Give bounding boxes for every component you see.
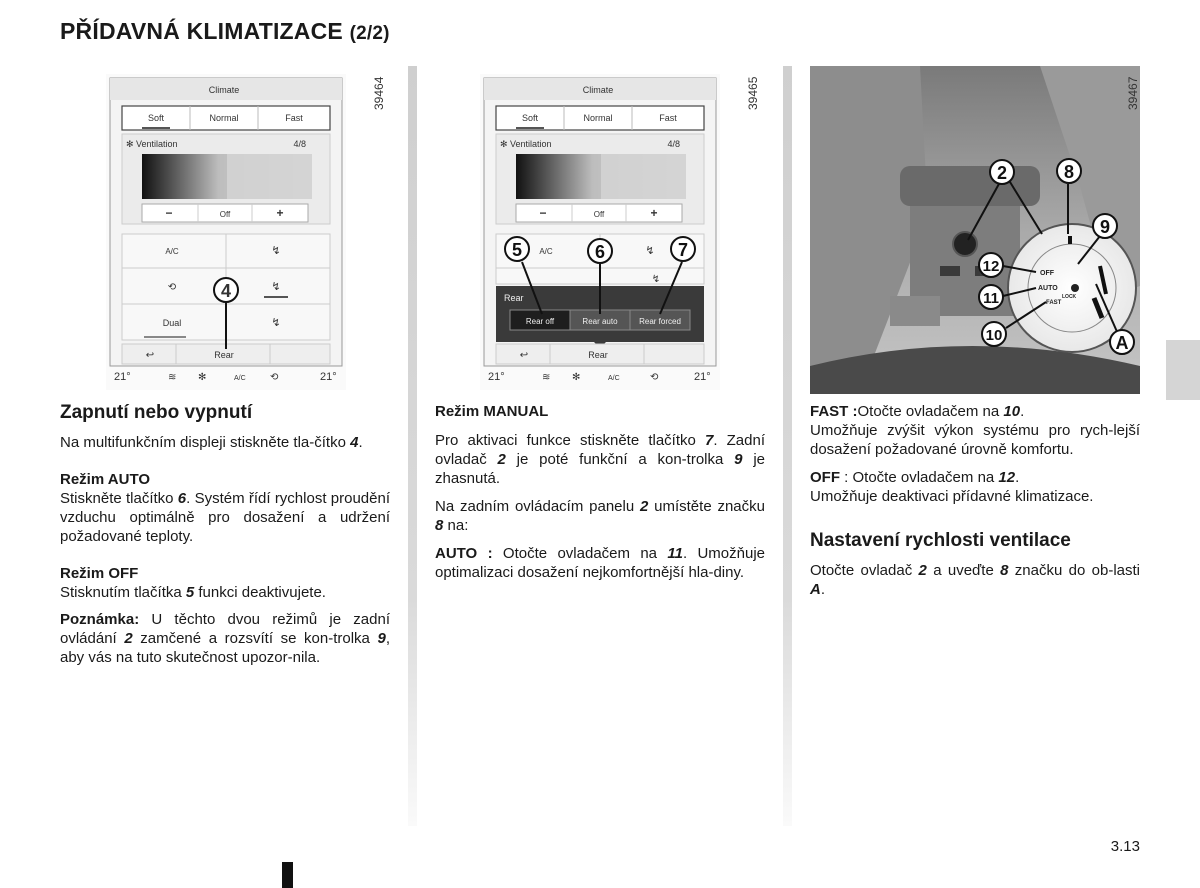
mode-fast[interactable]: Fast <box>659 113 677 123</box>
callout-7: 7 <box>677 240 689 260</box>
dial-lock-label: LOCK <box>1062 294 1077 300</box>
callout-8: 8 <box>1063 162 1075 182</box>
callout-9: 9 <box>1099 217 1111 237</box>
airflow-face-icon[interactable]: ↯ <box>271 245 281 257</box>
back-icon[interactable]: ↩ <box>519 350 529 361</box>
fan-icon: ✻ <box>126 139 134 149</box>
figure-number-2: 39465 <box>746 76 760 110</box>
rear-button[interactable]: Rear <box>214 350 234 360</box>
airflow-mixed-icon[interactable]: ↯ <box>271 317 281 329</box>
rear-forced-button[interactable]: Rear forced <box>639 317 681 326</box>
dial-fast-label: FAST <box>1046 300 1062 306</box>
callout-2: 2 <box>996 163 1008 183</box>
para-auto-setting: AUTO : Otočte ovladačem na 11. Umožňuje optimalizaci dosažení nejkomfortnější hla-diny. <box>435 545 765 581</box>
callout-12: 12 <box>982 258 1000 275</box>
callout-5: 5 <box>511 240 523 260</box>
temp-left: 21° <box>114 371 131 383</box>
column-divider-2 <box>783 66 792 826</box>
ac-status: A/C <box>608 375 620 382</box>
callout-11: 11 <box>983 290 999 307</box>
mode-soft[interactable]: Soft <box>147 113 165 123</box>
callout-10: 10 <box>985 327 1003 344</box>
recirc-status-icon: ⟲ <box>650 372 659 383</box>
mode-normal[interactable]: Normal <box>209 113 239 123</box>
ac-button[interactable]: A/C <box>539 247 553 256</box>
rear-off-button[interactable]: Rear off <box>525 317 555 326</box>
figure-climate-screen-1 <box>106 74 346 390</box>
column-1 <box>60 402 390 667</box>
screen-title: Climate <box>208 85 240 95</box>
page-title <box>60 18 390 45</box>
figure-number-3: 39467 <box>1126 76 1140 110</box>
airflow-face-icon[interactable]: ↯ <box>645 245 655 257</box>
title-sub: (2/2) <box>349 23 390 44</box>
para-note: Poznámka: U těchto dvou režimů je zadní ovládání 2 zamčené a rozsvítí se kon-trolka 9, aby vás na tuto skutečnost upozor-nila. <box>60 611 390 666</box>
seat-heat-icon: ≋ <box>542 372 551 383</box>
crop-mark <box>282 862 293 888</box>
para-rear-panel: Na zadním ovládacím panelu 2 umístěte značku 8 na: <box>435 498 765 534</box>
temp-right: 21° <box>320 371 337 383</box>
seat-heat-icon: ≋ <box>168 372 177 383</box>
figure-rear-control-photo <box>810 66 1140 394</box>
column-2 <box>435 402 765 582</box>
mode-fast[interactable]: Fast <box>285 113 303 123</box>
rear-popup-title: Rear <box>504 293 524 303</box>
ventilation-label: Ventilation <box>136 139 178 149</box>
ventilation-label: Ventilation <box>510 139 552 149</box>
recirc-status-icon: ⟲ <box>270 372 279 383</box>
fan-status-icon: ✻ <box>572 372 581 383</box>
para-ventilation: Otočte ovladač 2 a uveďte 8 značku do ob-lasti A. <box>810 562 1140 598</box>
minus-button[interactable]: − <box>539 206 547 220</box>
airflow-feet-icon[interactable]: ↯ <box>651 274 661 285</box>
recirculation-icon[interactable]: ⟲ <box>167 282 177 293</box>
callout-6: 6 <box>594 242 606 262</box>
screen-title: Climate <box>582 85 614 95</box>
column-divider-1 <box>408 66 417 826</box>
minus-button[interactable]: − <box>165 206 173 220</box>
ventilation-value: 4/8 <box>293 139 306 149</box>
para-off-setting: OFF : Otočte ovladačem na 12. Umožňuje deaktivaci přídavné klimatizace. <box>810 469 1094 505</box>
ac-status: A/C <box>234 375 246 382</box>
fan-status-icon: ✻ <box>198 372 207 383</box>
back-icon[interactable]: ↩ <box>145 350 155 361</box>
temp-left: 21° <box>488 371 505 383</box>
heading-auto-mode: Režim AUTO <box>60 471 151 488</box>
plus-button[interactable]: + <box>276 206 284 220</box>
section-heading-on-off: Zapnutí nebo vypnutí <box>60 402 253 423</box>
para-auto-mode: Stiskněte tlačítko 6. Systém řídí rychlost proudění vzduchu optimálně pro dosažení a udržení požadované teploty. <box>60 490 390 545</box>
rear-button[interactable]: Rear <box>588 350 608 360</box>
chapter-side-tab <box>1166 340 1200 400</box>
dial-auto-label: AUTO <box>1038 285 1058 292</box>
para-fast-setting: FAST :Otočte ovladačem na 10. Umožňuje zvýšit výkon systému pro rych-lejší dosažení požadované úrovně komfortu. <box>810 403 1140 458</box>
heading-off-mode: Režim OFF <box>60 565 139 582</box>
para-manual-mode: Pro aktivaci funkce stiskněte tlačítko 7. Zadní ovladač 2 je poté funkční a kon-trolka 9 je zhasnutá. <box>435 432 766 487</box>
mode-normal[interactable]: Normal <box>583 113 613 123</box>
para-on-off: Na multifunkčním displeji stiskněte tla-čítko 4. <box>60 434 363 451</box>
para-off-mode: Stisknutím tlačítka 5 funkci deaktivujete. <box>60 584 326 601</box>
temp-right: 21° <box>694 371 711 383</box>
off-button[interactable]: Off <box>593 210 605 219</box>
title-main: PŘÍDAVNÁ KLIMATIZACE <box>60 18 343 44</box>
rear-auto-button[interactable]: Rear auto <box>582 317 618 326</box>
figure-climate-screen-2 <box>480 74 720 390</box>
off-button[interactable]: Off <box>219 210 231 219</box>
mode-soft[interactable]: Soft <box>521 113 539 123</box>
callout-4: 4 <box>220 281 232 301</box>
dial-off-label: OFF <box>1040 270 1054 277</box>
dual-button[interactable]: Dual <box>162 318 182 328</box>
ac-button[interactable]: A/C <box>165 247 179 256</box>
airflow-feet-icon[interactable]: ↯ <box>271 281 281 293</box>
callout-A: A <box>1115 333 1129 353</box>
column-3 <box>810 402 1140 599</box>
plus-button[interactable]: + <box>650 206 658 220</box>
figure-number-1: 39464 <box>372 76 386 110</box>
ventilation-value: 4/8 <box>667 139 680 149</box>
heading-manual-mode: Režim MANUAL <box>435 403 549 420</box>
section-heading-ventilation: Nastavení rychlosti ventilace <box>810 530 1071 551</box>
page-number: 3.13 <box>1110 838 1140 855</box>
rear-control-knob[interactable] <box>953 232 977 256</box>
fan-icon: ✻ <box>500 139 508 149</box>
